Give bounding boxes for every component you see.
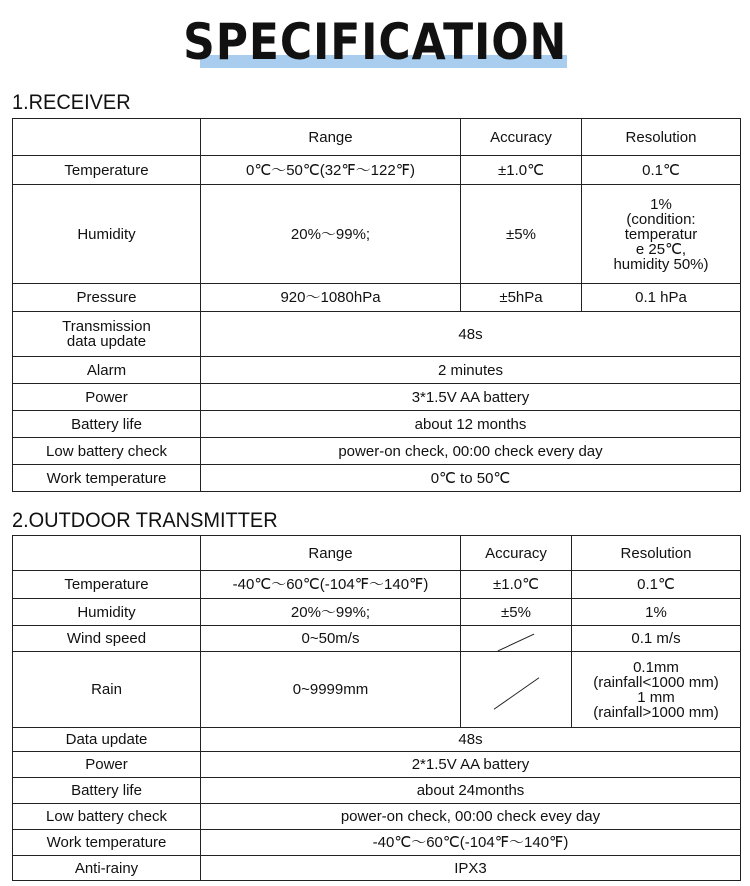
- not-applicable-cell: [461, 626, 572, 652]
- row-cell: 0~50m/s: [201, 626, 461, 652]
- row-value: 2 minutes: [201, 357, 741, 384]
- row-value: about 12 months: [201, 411, 741, 438]
- table-row: [13, 626, 741, 652]
- table-row: [13, 411, 741, 438]
- row-value: power-on check, 00:00 check evey day: [201, 804, 741, 830]
- row-label: Data update: [13, 728, 201, 752]
- row-label: Wind speed: [13, 626, 201, 652]
- not-applicable-cell: [461, 652, 572, 728]
- row-value: 0℃ to 50℃: [201, 465, 741, 492]
- row-label: Low battery check: [13, 804, 201, 830]
- row-label: Anti-rainy: [13, 856, 201, 881]
- row-cell: ±5%: [461, 185, 582, 284]
- row-label: Humidity: [13, 185, 201, 284]
- row-label: Work temperature: [13, 465, 201, 492]
- row-cell: 20%～99%;: [201, 185, 461, 284]
- row-label: Transmission data update: [13, 312, 201, 357]
- table-row: [13, 856, 741, 881]
- table-row: [13, 357, 741, 384]
- slash-mark: [498, 634, 535, 652]
- row-cell: 1% (condition: temperatur e 25℃, humidity 50%): [582, 185, 741, 284]
- column-header: Range: [201, 119, 461, 156]
- row-cell: 0~9999mm: [201, 652, 461, 728]
- table-row: [13, 804, 741, 830]
- table-row: [13, 778, 741, 804]
- row-value: IPX3: [201, 856, 741, 881]
- table-row: [13, 652, 741, 728]
- table-header-row: [13, 536, 741, 571]
- table-row: [13, 438, 741, 465]
- row-label: Pressure: [13, 284, 201, 312]
- row-label: Work temperature: [13, 830, 201, 856]
- page-title: SPECIFICATION: [182, 13, 568, 71]
- row-value: 3*1.5V AA battery: [201, 384, 741, 411]
- row-cell: 0.1℃: [572, 571, 741, 599]
- row-cell: 920～1080hPa: [201, 284, 461, 312]
- table-row: [13, 752, 741, 778]
- row-cell: ±5%: [461, 599, 572, 626]
- row-cell: ±1.0℃: [461, 156, 582, 185]
- row-value: power-on check, 00:00 check every day: [201, 438, 741, 465]
- row-label: Alarm: [13, 357, 201, 384]
- row-value: -40℃～60℃(-104℉～140℉): [201, 830, 741, 856]
- row-label: Power: [13, 752, 201, 778]
- table-row: [13, 185, 741, 284]
- column-header: Resolution: [582, 119, 741, 156]
- row-label: Battery life: [13, 411, 201, 438]
- receiver-heading: 1.RECEIVER: [12, 91, 131, 114]
- table-row: [13, 156, 741, 185]
- row-cell: 0.1mm (rainfall<1000 mm) 1 mm (rainfall>1000 mm): [572, 652, 741, 728]
- column-header: Resolution: [572, 536, 741, 571]
- row-value: 2*1.5V AA battery: [201, 752, 741, 778]
- row-value: 48s: [201, 312, 741, 357]
- row-value: 48s: [201, 728, 741, 752]
- receiver-spec-table: [12, 118, 741, 492]
- column-header: Range: [201, 536, 461, 571]
- row-label: Low battery check: [13, 438, 201, 465]
- table-row: [13, 571, 741, 599]
- row-cell: 0.1 m/s: [572, 626, 741, 652]
- row-cell: 0.1℃: [582, 156, 741, 185]
- table-header-row: [13, 119, 741, 156]
- column-header: Accuracy: [461, 536, 572, 571]
- row-label: Power: [13, 384, 201, 411]
- row-cell: -40℃～60℃(-104℉～140℉): [201, 571, 461, 599]
- table-row: [13, 830, 741, 856]
- row-cell: 0℃～50℃(32℉～122℉): [201, 156, 461, 185]
- row-cell: 0.1 hPa: [582, 284, 741, 312]
- row-label: Temperature: [13, 156, 201, 185]
- row-cell: ±1.0℃: [461, 571, 572, 599]
- row-cell: 20%～99%;: [201, 599, 461, 626]
- row-label: Humidity: [13, 599, 201, 626]
- column-header: [13, 536, 201, 571]
- row-cell: 1%: [572, 599, 741, 626]
- row-label: Rain: [13, 652, 201, 728]
- transmitter-heading: 2.OUTDOOR TRANSMITTER: [12, 509, 278, 532]
- column-header: [13, 119, 201, 156]
- row-label: Temperature: [13, 571, 201, 599]
- column-header: Accuracy: [461, 119, 582, 156]
- table-row: [13, 284, 741, 312]
- table-row: [13, 728, 741, 752]
- row-cell: ±5hPa: [461, 284, 582, 312]
- table-row: [13, 384, 741, 411]
- transmitter-spec-table: [12, 535, 741, 881]
- row-label: Battery life: [13, 778, 201, 804]
- table-row: [13, 465, 741, 492]
- slash-mark: [493, 677, 539, 709]
- row-value: about 24months: [201, 778, 741, 804]
- table-row: [13, 312, 741, 357]
- table-row: [13, 599, 741, 626]
